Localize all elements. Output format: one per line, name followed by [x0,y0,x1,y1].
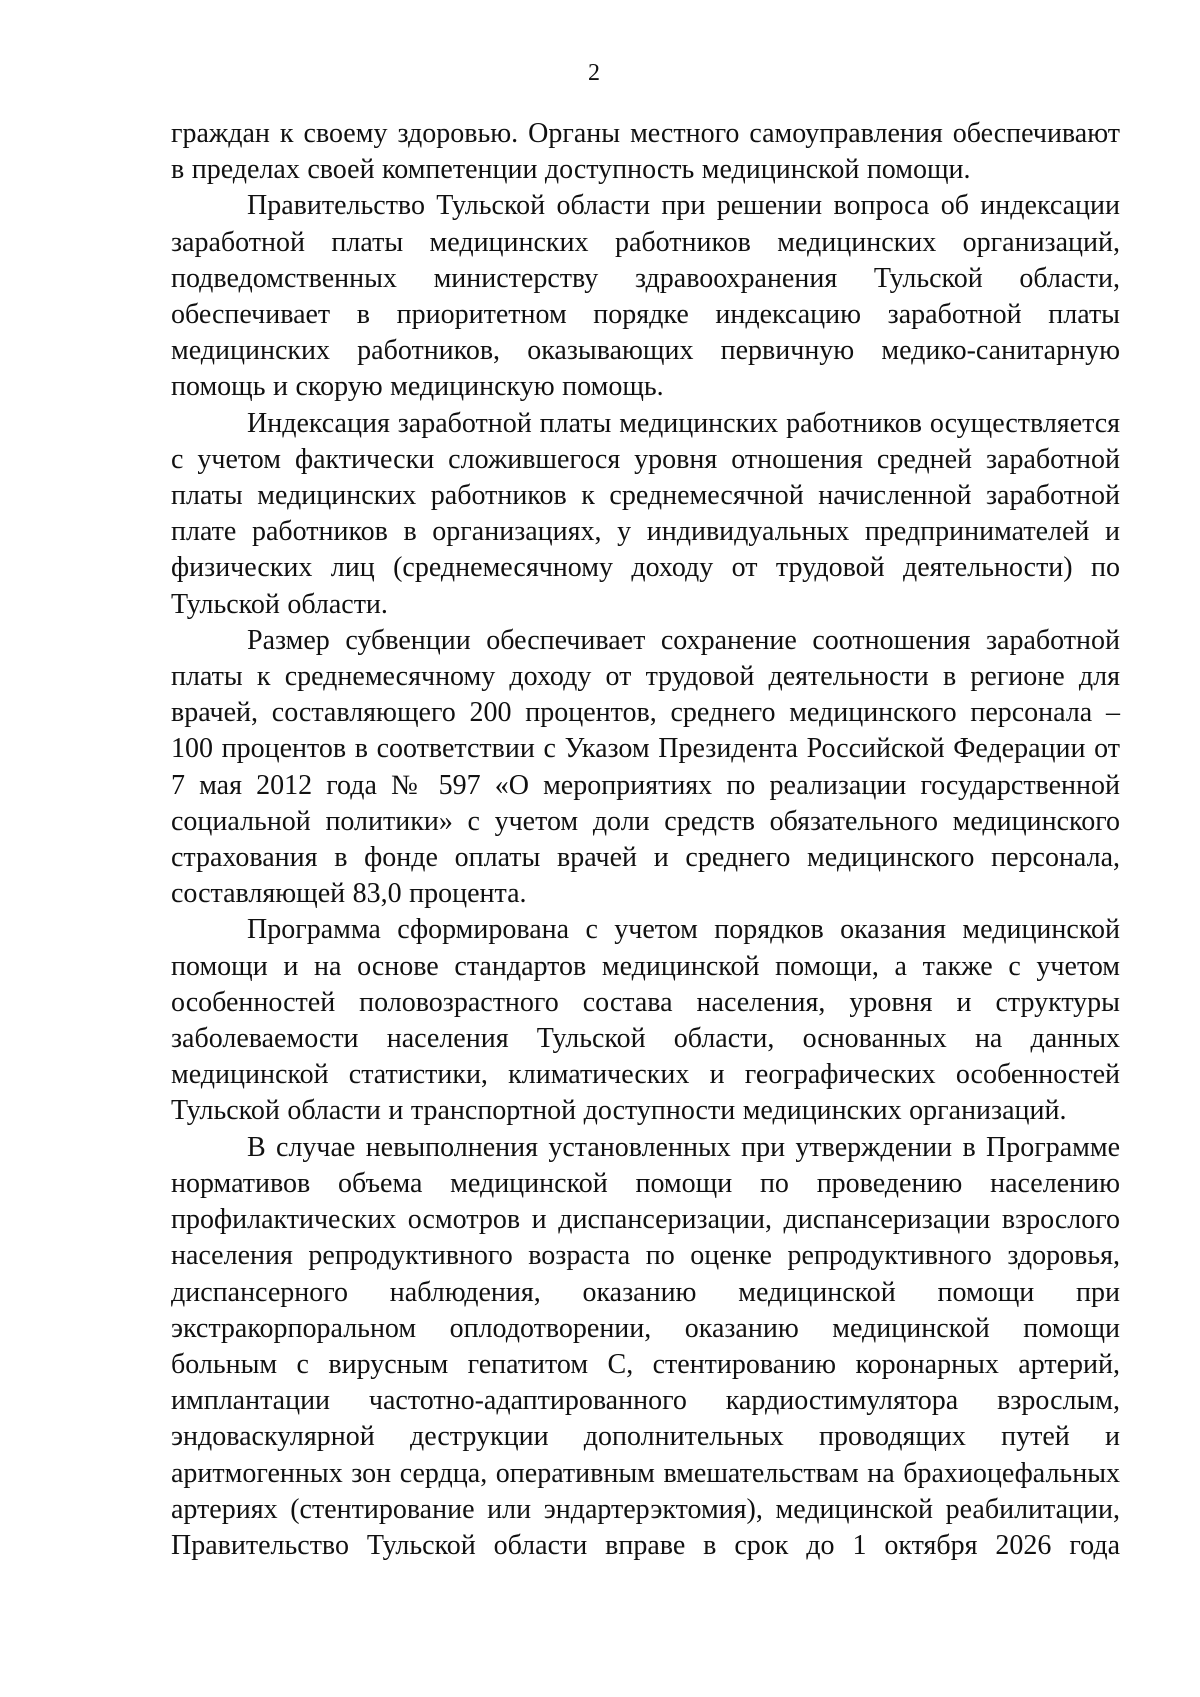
paragraph-volume-standards: В случае невыполнения установленных при утверждении в Программе нормативов объема медицинской помощи по проведению населению профилактических осмотров и диспансеризации, диспансеризации взрослого населения репродуктивного возраста по оценке репродуктивного здоровья, диспансерного наблюдения, оказанию медицинской помощи при экстракорпоральном оплодотворении, оказанию медицинской помощи больным с вирусным гепатитом С, стентированию коронарных артерий, имплантации частотно-адаптированного кардиостимулятора взрослым, эндоваскулярной деструкции дополнительных проводящих путей и аритмогенных зон сердца, оперативным вмешательствам на брахиоцефальных артериях (стентирование или эндартерэктомия), медицинской реабилитации, Правительство Тульской области вправе в срок до 1 октября 2026 года [171,1131,1120,1561]
paragraph-subvention-size: Размер субвенции обеспечивает сохранение соотношения заработной платы к среднемесячному доходу от трудовой деятельности в регионе для врачей, составляющего 200 процентов, среднего медицинского персонала – 100 процентов в соответствии с Указом Президента Российской Федерации от 7 мая 2012 года № 597 «О мероприятиях по реализации государственной социальной политики» с учетом доли средств обязательного медицинского страхования в фонде оплаты врачей и среднего медицинского персонала, составляющей 83,0 процента. [171,624,1120,910]
page-number: 2 [588,60,600,86]
paragraph-salary-indexation-priority: Правительство Тульской области при решении вопроса об индексации заработной платы медицинских работников медицинских организаций, подведомственных министерству здравоохранения Тульской области, обеспечивает в приоритетном порядке индексацию заработной платы медицинских работников, оказывающих первичную медико-санитарную помощь и скорую медицинскую помощь. [171,190,1120,403]
paragraph-salary-indexation-basis: Индексация заработной платы медицинских работников осуществляется с учетом фактически сложившегося уровня отношения средней заработной платы медицинских работников к среднемесячной начисленной заработной плате работников в организациях, у индивидуальных предпринимателей и физических лиц (среднемесячному доходу от трудовой деятельности) по Тульской области. [171,407,1120,620]
document-body [171,116,1120,1564]
paragraph-program-formation: Программа сформирована с учетом порядков оказания медицинской помощи и на основе стандартов медицинской помощи, а также с учетом особенностей половозрастного состава населения, уровня и структуры заболеваемости населения Тульской области, основанных на данных медицинской статистики, климатических и географических особенностей Тульской области и транспортной доступности медицинских организаций. [171,914,1120,1127]
paragraph-continuation: граждан к своему здоровью. Органы местного самоуправления обеспечивают в пределах своей компетенции доступность медицинской помощи. [171,118,1120,186]
